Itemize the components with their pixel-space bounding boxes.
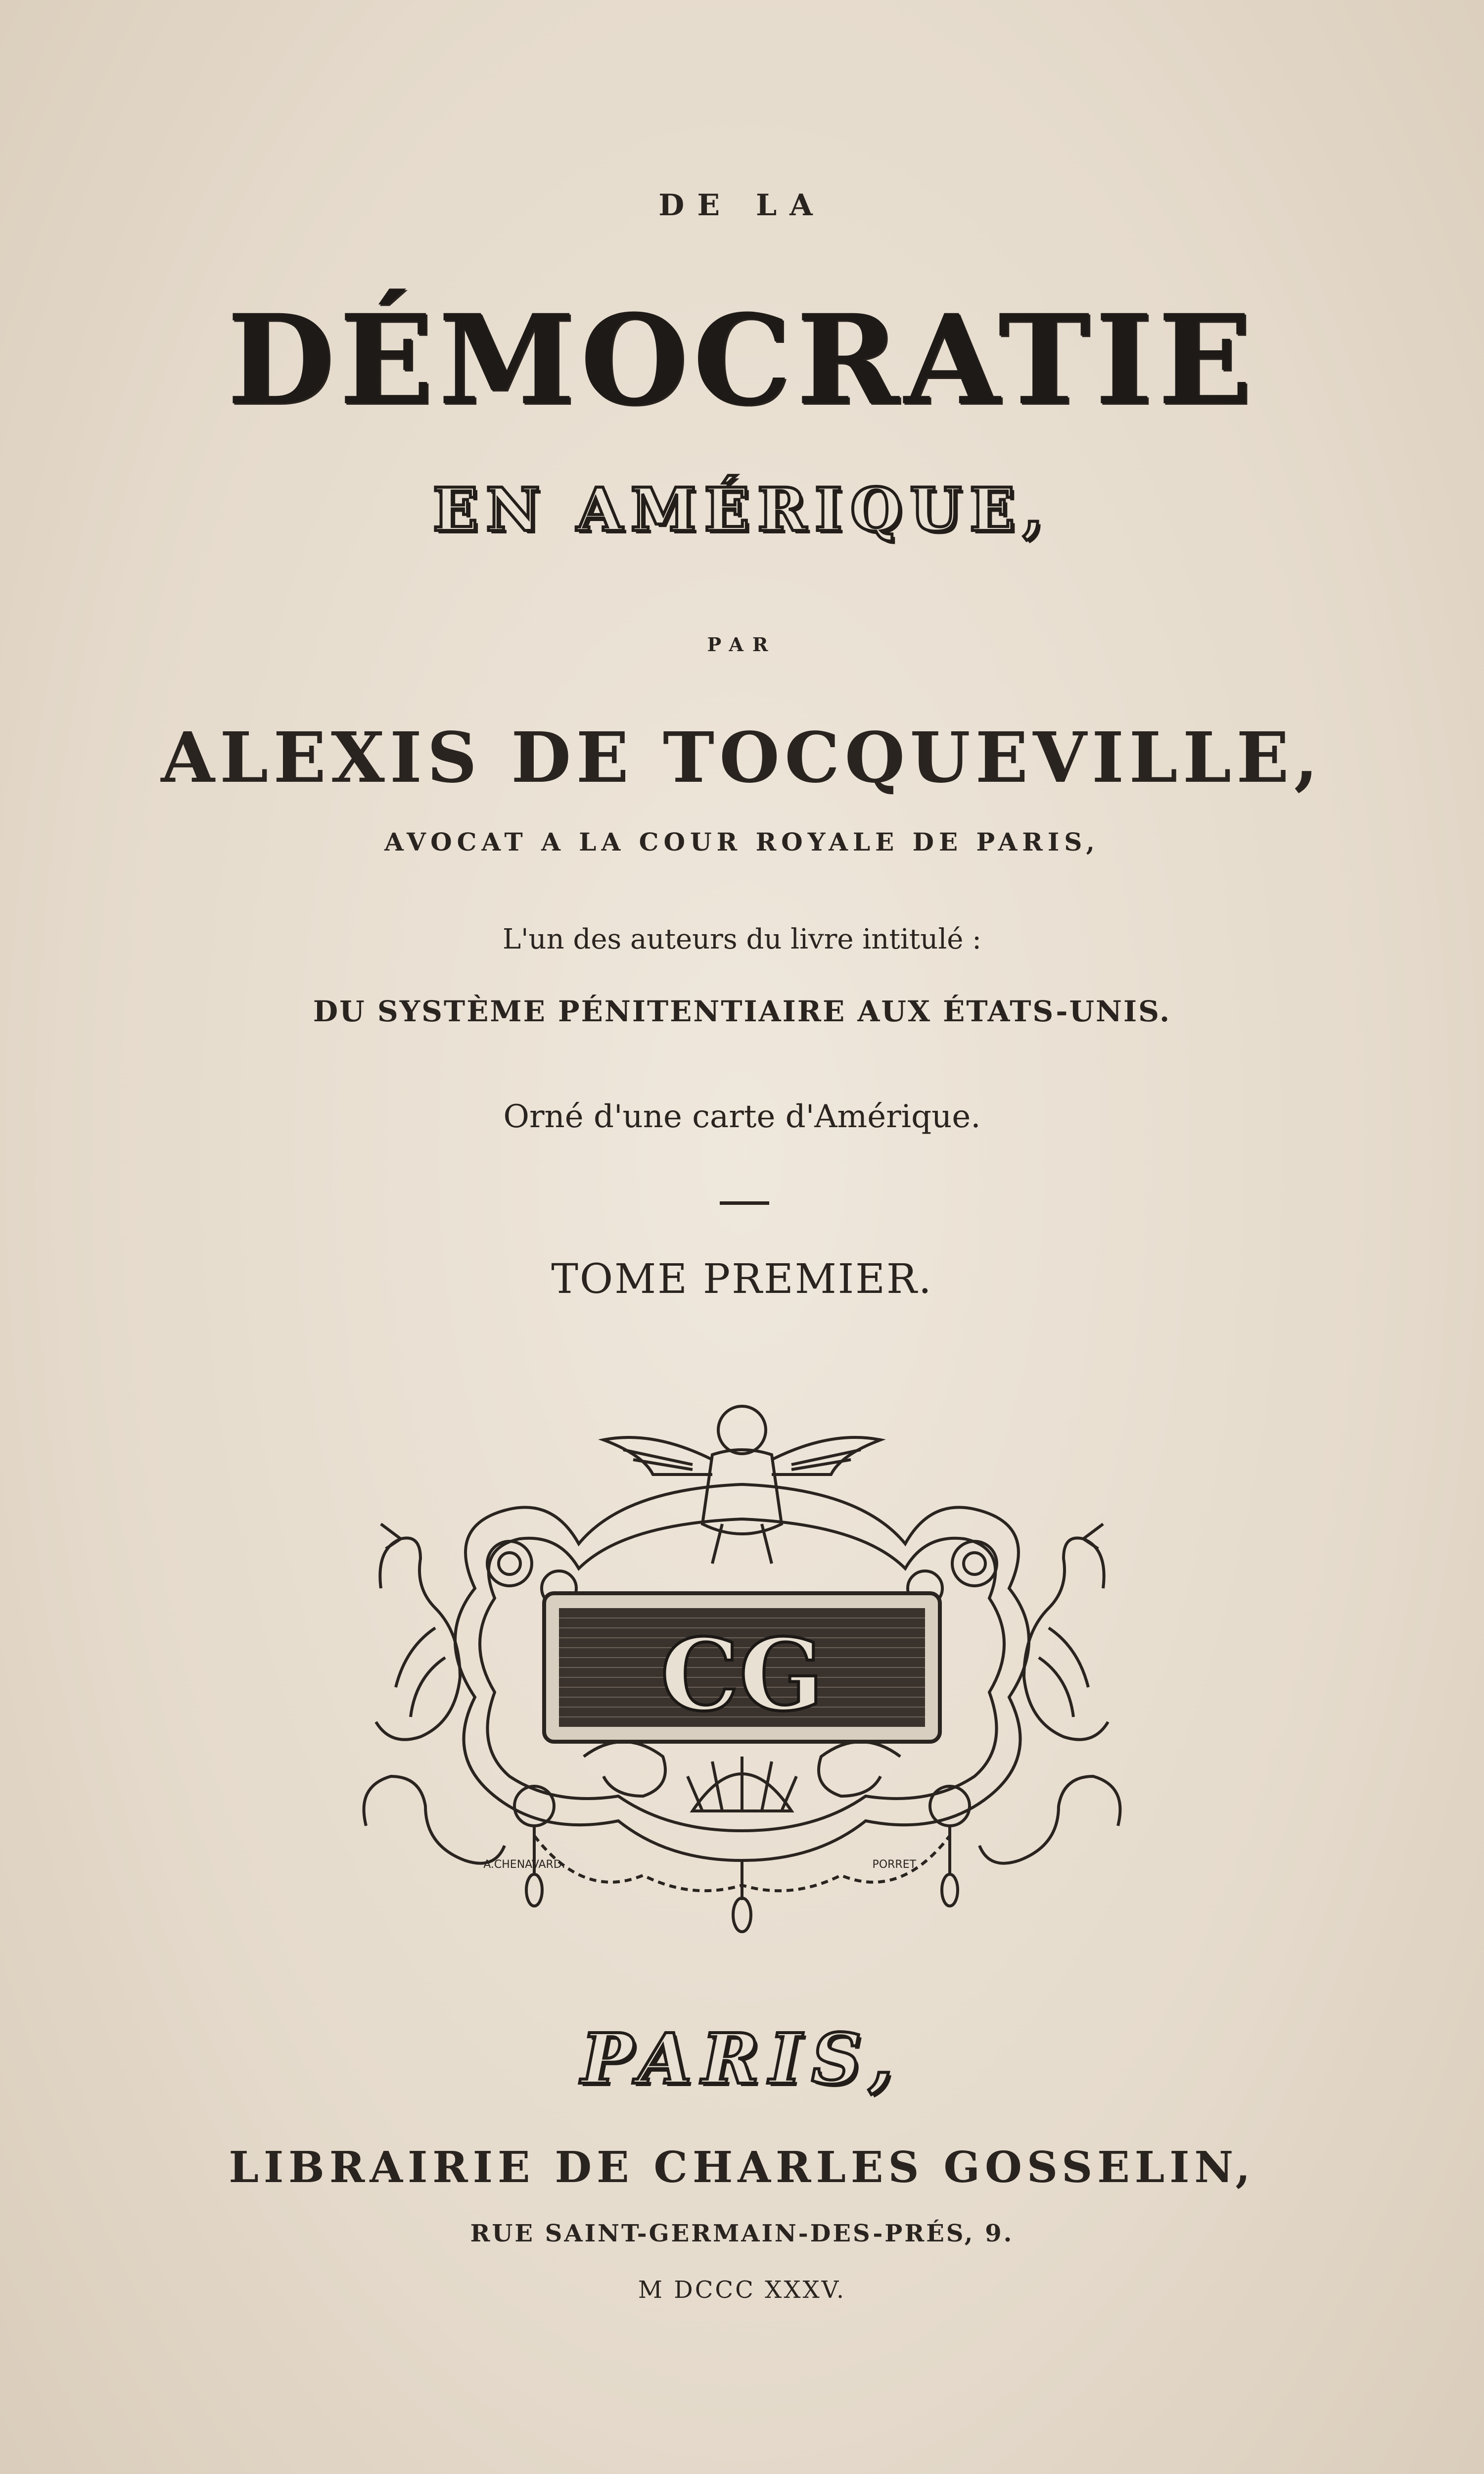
- imprint-year: M DCCC XXXV.: [638, 2276, 846, 2304]
- divider-rule: [720, 1201, 769, 1205]
- imprint-address: RUE SAINT-GERMAIN-DES-PRÉS, 9.: [470, 2220, 1014, 2247]
- volume-label: TOME PREMIER.: [551, 1256, 933, 1303]
- vignette-monogram: CG: [660, 1617, 824, 1733]
- imprint-publisher: LIBRAIRIE DE CHARLES GOSSELIN,: [229, 2142, 1255, 2192]
- author-note: L'un des auteurs du livre intitulé :: [502, 923, 982, 955]
- by-line: PAR: [707, 633, 777, 656]
- publisher-vignette: [346, 1400, 1138, 1945]
- pre-title: DE LA: [658, 188, 826, 223]
- author-name: ALEXIS DE TOCQUEVILLE,: [161, 717, 1323, 799]
- sub-title: EN AMÉRIQUE,: [432, 475, 1052, 545]
- main-title: DÉMOCRATIE: [227, 287, 1257, 432]
- author-role: AVOCAT A LA COUR ROYALE DE PARIS,: [384, 827, 1100, 856]
- other-work-title: DU SYSTÈME PÉNITENTIAIRE AUX ÉTATS-UNIS.: [313, 995, 1171, 1028]
- imprint-city: PARIS,: [581, 2019, 903, 2100]
- engraver-left: A.CHENAVARD.: [483, 1858, 565, 1871]
- map-note: Orné d'une carte d'Amérique.: [503, 1098, 981, 1135]
- engraver-right: PORRET.: [872, 1858, 919, 1871]
